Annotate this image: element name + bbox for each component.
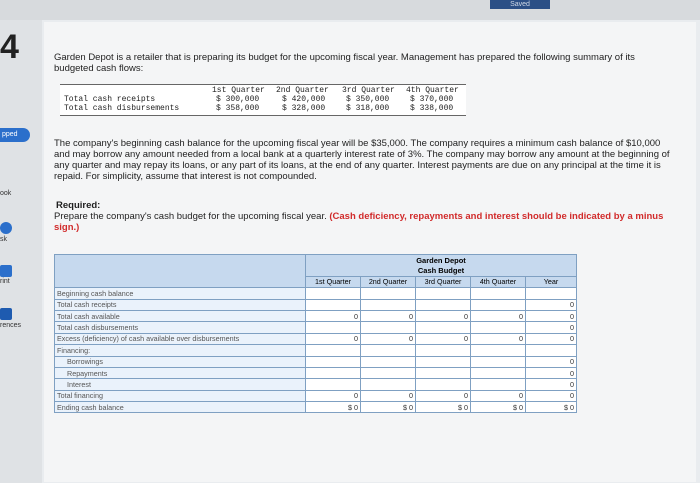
input-cell[interactable] (416, 367, 471, 378)
input-cell[interactable] (361, 299, 416, 310)
computed-cell: $ 0 (306, 402, 361, 413)
computed-cell: 0 (306, 333, 361, 344)
saved-button[interactable]: Saved (490, 0, 550, 9)
computed-cell: 0 (526, 299, 577, 310)
cash-budget-table (54, 254, 577, 413)
input-cell[interactable] (416, 288, 471, 299)
column-header-q3: 3rd Quarter (416, 276, 471, 287)
row-label: Interest (55, 379, 306, 390)
computed-cell: 0 (526, 310, 577, 321)
computed-cell: 0 (306, 310, 361, 321)
problem-intro: Garden Depot is a retailer that is preparing its budget for the upcoming fiscal year. Management has prepared the following summary of its budgeted cash flows: (54, 52, 635, 74)
row-label: Total cash receipts (55, 299, 306, 310)
input-cell[interactable] (526, 288, 577, 299)
row-label: Beginning cash balance (55, 288, 306, 299)
computed-cell: 0 (471, 310, 526, 321)
empty-cell (306, 345, 361, 356)
input-cell[interactable] (306, 367, 361, 378)
row-label: Ending cash balance (55, 402, 306, 413)
computed-cell: $ 0 (471, 402, 526, 413)
column-header-year: Year (526, 276, 577, 287)
computed-cell: 0 (416, 310, 471, 321)
input-cell[interactable] (361, 322, 416, 333)
input-cell[interactable] (471, 367, 526, 378)
computed-cell: 0 (416, 390, 471, 401)
input-cell[interactable] (361, 379, 416, 390)
summary-header-q1: 1st Quarter (212, 86, 265, 95)
table-row (55, 379, 577, 390)
summary-row-label: Total cash disbursements (64, 104, 180, 113)
column-header-q4: 4th Quarter (471, 276, 526, 287)
row-label: Excess (deficiency) of cash available over disbursements (55, 333, 306, 344)
table-row (55, 390, 577, 401)
summary-cell: $ 370,000 (410, 95, 454, 104)
table-row (55, 356, 577, 367)
ask-icon[interactable] (0, 222, 12, 234)
empty-cell (416, 345, 471, 356)
problem-paragraph: The company's beginning cash balance for the upcoming fiscal year will be $35,000. The company requires a minimum cash balance of $10,000 and may borrow any amount needed from a local bank at a quarterly interest rate of 3%. The company may borrow any amount at the beginning of any quarter and may repay its loans, or any part of its loans, at the end of any quarter. Interest payments are due on any principal at the time it is repaid. For simplicity, assume that interest is not compounded. (54, 138, 670, 182)
computed-cell: 0 (471, 333, 526, 344)
table-row (55, 288, 577, 299)
budget-summary-table (60, 84, 466, 116)
summary-row-label: Total cash receipts (64, 95, 156, 104)
computed-cell: 0 (361, 333, 416, 344)
summary-cell: $ 358,000 (216, 104, 260, 113)
computed-cell: 0 (526, 390, 577, 401)
summary-cell: $ 420,000 (282, 95, 326, 104)
computed-cell: 0 (526, 333, 577, 344)
computed-cell: $ 0 (416, 402, 471, 413)
top-bar (0, 0, 700, 20)
input-cell[interactable] (306, 299, 361, 310)
row-label: Total cash disbursements (55, 322, 306, 333)
summary-cell: $ 328,000 (282, 104, 326, 113)
empty-cell (526, 345, 577, 356)
question-number: 4 (0, 28, 19, 66)
table-row (55, 402, 577, 413)
required-text: Prepare the company's cash budget for the upcoming fiscal year. (54, 211, 327, 222)
required-label: Required: (56, 200, 101, 211)
input-cell[interactable] (416, 322, 471, 333)
computed-cell: 0 (471, 390, 526, 401)
sidebar-item-ask[interactable]: sk (0, 236, 7, 243)
column-header-q2: 2nd Quarter (361, 276, 416, 287)
row-label: Repayments (55, 367, 306, 378)
sidebar-item-references[interactable]: rences (0, 322, 22, 329)
references-icon[interactable] (0, 308, 12, 320)
input-cell[interactable] (306, 288, 361, 299)
column-header-q1: 1st Quarter (306, 276, 361, 287)
summary-header-q4: 4th Quarter (406, 86, 459, 95)
input-cell[interactable] (361, 356, 416, 367)
computed-cell: $ 0 (526, 402, 577, 413)
table-row (55, 367, 577, 378)
summary-cell: $ 318,000 (346, 104, 390, 113)
computed-cell: 0 (361, 390, 416, 401)
computed-cell: 0 (361, 310, 416, 321)
row-label: Financing: (55, 345, 306, 356)
input-cell[interactable] (361, 288, 416, 299)
input-cell[interactable] (471, 322, 526, 333)
summary-header-q2: 2nd Quarter (276, 86, 329, 95)
input-cell[interactable] (306, 379, 361, 390)
computed-cell: $ 0 (361, 402, 416, 413)
budget-title: Cash Budget (306, 265, 577, 276)
input-cell[interactable] (416, 356, 471, 367)
table-row (55, 345, 577, 356)
table-row (55, 299, 577, 310)
input-cell[interactable] (416, 299, 471, 310)
computed-cell: 0 (526, 379, 577, 390)
input-cell[interactable] (361, 367, 416, 378)
row-label: Total cash available (55, 310, 306, 321)
computed-cell: 0 (306, 390, 361, 401)
input-cell[interactable] (471, 288, 526, 299)
empty-cell (471, 345, 526, 356)
row-label: Borrowings (55, 356, 306, 367)
computed-cell: 0 (526, 322, 577, 333)
table-row (55, 322, 577, 333)
summary-cell: $ 300,000 (216, 95, 260, 104)
computed-cell: 0 (526, 356, 577, 367)
input-cell[interactable] (306, 322, 361, 333)
table-row (55, 333, 577, 344)
input-cell[interactable] (306, 356, 361, 367)
input-cell[interactable] (416, 379, 471, 390)
input-cell[interactable] (471, 379, 526, 390)
empty-cell (361, 345, 416, 356)
summary-cell: $ 338,000 (410, 104, 454, 113)
input-cell[interactable] (471, 299, 526, 310)
sidebar-item-ebook[interactable]: ook (0, 190, 12, 197)
computed-cell: 0 (526, 367, 577, 378)
budget-company: Garden Depot (306, 255, 577, 266)
summary-header-q3: 3rd Quarter (342, 86, 395, 95)
table-row (55, 310, 577, 321)
required-note: (Cash deficiency, repayments and interest should be indicated by a minus sign.) (54, 211, 664, 233)
print-icon[interactable] (0, 265, 12, 277)
row-label: Total financing (55, 390, 306, 401)
sidebar-item-print[interactable]: rint (0, 278, 10, 285)
sidebar (0, 20, 42, 483)
computed-cell: 0 (416, 333, 471, 344)
input-cell[interactable] (471, 356, 526, 367)
sidebar-item-skipped[interactable]: pped (0, 128, 30, 142)
summary-cell: $ 350,000 (346, 95, 390, 104)
